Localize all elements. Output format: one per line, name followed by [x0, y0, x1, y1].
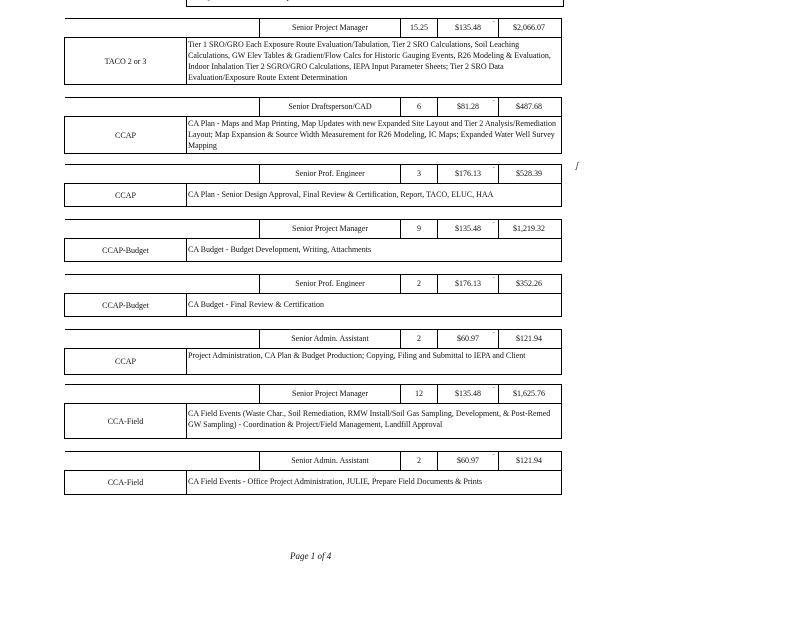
rate-value: $135.48 — [455, 389, 481, 398]
previous-row-text — [189, 0, 317, 2]
previous-row-fragment — [186, 0, 564, 7]
rate-value: $60.97 — [457, 334, 479, 343]
entry-body — [64, 403, 562, 439]
entry-header — [259, 451, 562, 471]
task-code: CCA-Field — [65, 471, 187, 494]
task-code: CCAP — [65, 184, 187, 206]
staff-role: Senior Prof. Engineer — [260, 165, 401, 183]
hours-value: 15.25 — [401, 19, 438, 37]
total-value: $487.68 — [516, 102, 542, 111]
stray-mark: ʃ — [576, 161, 579, 170]
task-description: Tier 1 SRO/GRO Each Exposure Route Evaluation/Tabulation, Tier 2 SRO Calculations, Soil Leaching Calculations, GW Elev Tables & Gradient/Flow Calcs for Historic Gauging Events, R26 Modeling & Evaluation, Indoor Inhalation Tier 2 SGRO/GRO Calculations, IEPA Input Parameter Sheets; Tier 2 SRO Data Evaluation/Exposure Route Extent Determination — [188, 40, 551, 82]
staff-role: Senior Admin. Assistant — [260, 330, 401, 348]
staff-role: Senior Prof. Engineer — [260, 275, 401, 293]
task-description: CA Budget - Budget Development, Writing, Attachments — [188, 245, 372, 254]
total-value: $1,219.32 — [513, 224, 545, 233]
rate-cell: $135.48 ´ — [438, 19, 499, 37]
staff-role: Senior Draftsperson/CAD — [260, 98, 401, 116]
task-code: CCAP — [65, 117, 187, 153]
rate-value: $135.48 — [455, 23, 481, 32]
rate-cell: $176.13 ´ — [438, 165, 499, 183]
total-value: $121.94 — [516, 456, 542, 465]
rate-value: $135.48 — [455, 224, 481, 233]
entry-body — [64, 183, 562, 207]
task-code: CCAP-Budget — [65, 294, 187, 316]
rate-value: $176.13 — [455, 169, 481, 178]
entry-header — [259, 97, 562, 117]
entry-header — [259, 329, 562, 349]
staff-role: Senior Project Manager — [260, 19, 401, 37]
entry-header — [259, 18, 562, 38]
task-description: CA Field Events (Waste Char., Soil Remediation, RMW Install/Soil Gas Sampling, Development, & Post-Remed GW Sampling) - Coordination & Project/Field Management, Landfill Approval — [188, 409, 551, 429]
rate-cell: $176.13 ´ — [438, 275, 499, 293]
hours-value: 2 — [401, 330, 438, 348]
hours-value: 12 — [401, 385, 438, 403]
task-code: CCAP — [65, 349, 187, 374]
task-description: CA Budget - Final Review & Certification — [188, 300, 324, 309]
entry-header — [259, 274, 562, 294]
task-code: CCAP-Budget — [65, 239, 187, 261]
task-code: CCA-Field — [65, 404, 187, 438]
total-value: $121.94 — [516, 334, 542, 343]
entry-header — [259, 164, 562, 184]
hours-value: 9 — [401, 220, 438, 238]
staff-role: Senior Admin. Assistant — [260, 452, 401, 470]
entry-body — [64, 116, 562, 154]
task-description: CA Plan - Senior Design Approval, Final Review & Certification, Report, TACO, ELUC, HAA — [188, 190, 494, 199]
total-value: $352.26 — [516, 279, 542, 288]
rate-value: $60.97 — [457, 456, 479, 465]
staff-role: Senior Project Manager — [260, 385, 401, 403]
rate-cell: $81.28 ´ — [438, 98, 499, 116]
rate-cell: $60.97 ´ — [438, 330, 499, 348]
entry-header — [259, 384, 562, 404]
task-description: CA Field Events - Office Project Administration, JULIE, Prepare Field Documents & Prints — [188, 477, 483, 486]
hours-value: 2 — [401, 275, 438, 293]
rate-value: $176.13 — [455, 279, 481, 288]
total-value: $528.39 — [516, 169, 542, 178]
entry-body — [64, 37, 562, 85]
total-value: $1,625.76 — [513, 389, 545, 398]
entry-body — [64, 470, 562, 495]
rate-cell: $60.97 ´ — [438, 452, 499, 470]
entry-header — [259, 219, 562, 239]
page-footer: Page 1 of 4 — [290, 551, 332, 561]
rate-cell: $135.48 ´ — [438, 385, 499, 403]
task-description: Project Administration, CA Plan & Budget Production; Copying, Filing and Submittal to IEPA and Client — [188, 351, 526, 360]
staff-role: Senior Project Manager — [260, 220, 401, 238]
hours-value: 3 — [401, 165, 438, 183]
entry-body — [64, 238, 562, 262]
entry-body — [64, 348, 562, 375]
rate-cell: $135.48 ´ — [438, 220, 499, 238]
entry-body — [64, 293, 562, 317]
rate-value: $81.28 — [457, 102, 479, 111]
total-value: $2,066.07 — [513, 23, 545, 32]
task-code: TACO 2 or 3 — [65, 38, 187, 84]
task-description: CA Plan - Maps and Map Printing, Map Updates with new Expanded Site Layout and Tier 2 Analysis/Remediation Layout; Map Expansion & Source Width Measurement for R26 Modeling, IC Maps; Expanded Water Well Survey Mapping — [188, 119, 556, 150]
hours-value: 2 — [401, 452, 438, 470]
hours-value: 6 — [401, 98, 438, 116]
